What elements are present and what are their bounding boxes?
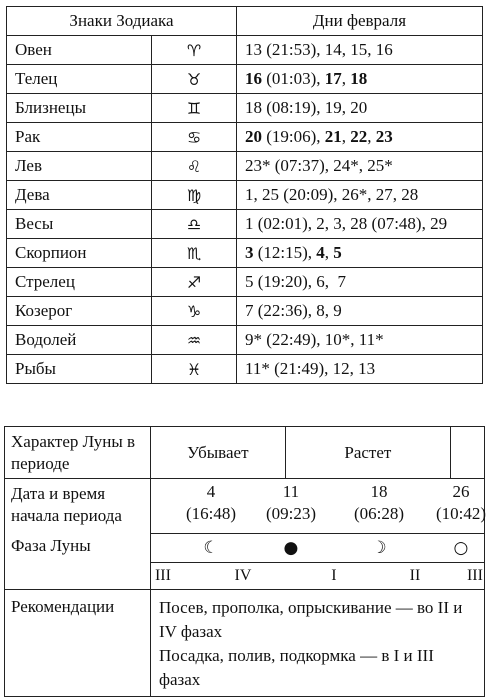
moon-waxing-cell: Растет <box>285 427 450 479</box>
moon-period-time: (16:48) <box>185 504 236 523</box>
moon-period-start <box>166 481 256 525</box>
waxing-crescent-moon-icon: ☽ <box>371 537 387 558</box>
moon-period-day: 11 <box>282 482 300 501</box>
moon-quarter-numeral: I <box>331 566 337 584</box>
moon-quarter-numeral: II <box>409 566 421 584</box>
zodiac-sign-name: Рыбы <box>7 355 152 384</box>
recommendations-label: Рекомендации <box>5 589 151 696</box>
moon-period-time: (10:42) <box>435 504 486 523</box>
zodiac-days: 3 (12:15), 4, 5 <box>237 239 483 268</box>
zodiac-row <box>7 94 483 123</box>
zodiac-days: 16 (01:03), 17, 18 <box>237 65 483 94</box>
zodiac-row <box>7 123 483 152</box>
zodiac-days: 9* (22:49), 10*, 11* <box>237 326 483 355</box>
header-zodiac-signs: Знаки Зодиака <box>7 7 237 36</box>
zodiac-sign-name: Дева <box>7 181 152 210</box>
gemini-icon: ♊ <box>152 94 237 123</box>
zodiac-sign-name: Стрелец <box>7 268 152 297</box>
moon-dates-row <box>5 479 485 534</box>
header-february-days: Дни февраля <box>237 7 483 36</box>
zodiac-row <box>7 297 483 326</box>
moon-phase-row <box>5 533 485 562</box>
zodiac-sign-name: Скорпион <box>7 239 152 268</box>
zodiac-days-table <box>6 6 483 384</box>
moon-dates <box>151 479 484 529</box>
moon-character-row <box>5 427 485 479</box>
moon-phase-label: Фаза Луны <box>5 533 151 562</box>
zodiac-row <box>7 36 483 65</box>
recommendation-2: Посадка, полив, подкормка — в I и III фазах <box>158 645 434 689</box>
moon-period-day: 18 <box>370 482 388 501</box>
full-moon-icon: ○ <box>453 537 469 558</box>
moon-period-start <box>246 481 336 525</box>
zodiac-days: 1 (02:01), 2, 3, 28 (07:48), 29 <box>237 210 483 239</box>
moon-character-empty-cell <box>451 427 485 479</box>
moon-quarter-label-empty <box>5 562 151 589</box>
zodiac-row <box>7 239 483 268</box>
moon-period-day: 4 <box>206 482 216 501</box>
zodiac-days: 5 (19:20), 6, 7 <box>237 268 483 297</box>
zodiac-sign-name: Лев <box>7 152 152 181</box>
zodiac-sign-name: Козерог <box>7 297 152 326</box>
moon-quarter-row <box>5 562 485 589</box>
zodiac-sign-name: Телец <box>7 65 152 94</box>
zodiac-days: 23* (07:37), 24*, 25* <box>237 152 483 181</box>
zodiac-sign-name: Рак <box>7 123 152 152</box>
capricorn-icon: ♑ <box>152 297 237 326</box>
moon-period-time: (06:28) <box>353 504 404 523</box>
zodiac-row <box>7 355 483 384</box>
moon-character-label: Характер Луны в периоде <box>5 427 151 479</box>
zodiac-sign-name: Весы <box>7 210 152 239</box>
moon-quarter-numeral: III <box>466 566 483 584</box>
zodiac-header-row <box>7 7 483 36</box>
pisces-icon: ♓ <box>152 355 237 384</box>
zodiac-sign-name: Близнецы <box>7 94 152 123</box>
moon-phases <box>151 534 484 562</box>
moon-dates-label: Дата и время начала периода <box>5 479 151 534</box>
moon-period-day: 26 <box>452 482 470 501</box>
waning-crescent-moon-icon: ☾ <box>203 537 219 558</box>
zodiac-row <box>7 210 483 239</box>
sagittarius-icon: ♐ <box>152 268 237 297</box>
taurus-icon: ♉ <box>152 65 237 94</box>
moon-quarter-numeral: III <box>154 566 171 584</box>
virgo-icon: ♍ <box>152 181 237 210</box>
zodiac-days: 11* (21:49), 12, 13 <box>237 355 483 384</box>
zodiac-row <box>7 65 483 94</box>
moon-period-start <box>334 481 424 525</box>
cancer-icon: ♋ <box>152 123 237 152</box>
moon-phase-table <box>4 426 485 697</box>
zodiac-days: 1, 25 (20:09), 26*, 27, 28 <box>237 181 483 210</box>
zodiac-row <box>7 152 483 181</box>
scorpio-icon: ♏ <box>152 239 237 268</box>
zodiac-sign-name: Овен <box>7 36 152 65</box>
zodiac-days: 13 (21:53), 14, 15, 16 <box>237 36 483 65</box>
moon-waning-cell: Убывает <box>150 427 285 479</box>
zodiac-row <box>7 181 483 210</box>
moon-period-start <box>416 481 490 525</box>
recommendation-1: Посев, прополка, опрыскивание — во II и IV фазах <box>158 597 463 641</box>
zodiac-sign-name: Водолей <box>7 326 152 355</box>
aries-icon: ♈ <box>152 36 237 65</box>
zodiac-days: 18 (08:19), 19, 20 <box>237 94 483 123</box>
recommendations-text <box>150 589 484 696</box>
zodiac-days: 20 (19:06), 21, 22, 23 <box>237 123 483 152</box>
libra-icon: ♎ <box>152 210 237 239</box>
zodiac-row <box>7 326 483 355</box>
leo-icon: ♌ <box>152 152 237 181</box>
zodiac-row <box>7 268 483 297</box>
moon-period-time: (09:23) <box>265 504 316 523</box>
new-moon-icon: ● <box>283 537 299 558</box>
moon-recommendations-row <box>5 589 485 696</box>
zodiac-days: 7 (22:36), 8, 9 <box>237 297 483 326</box>
moon-quarter-numeral: IV <box>234 566 252 584</box>
moon-quarters <box>151 563 484 589</box>
aquarius-icon: ♒ <box>152 326 237 355</box>
